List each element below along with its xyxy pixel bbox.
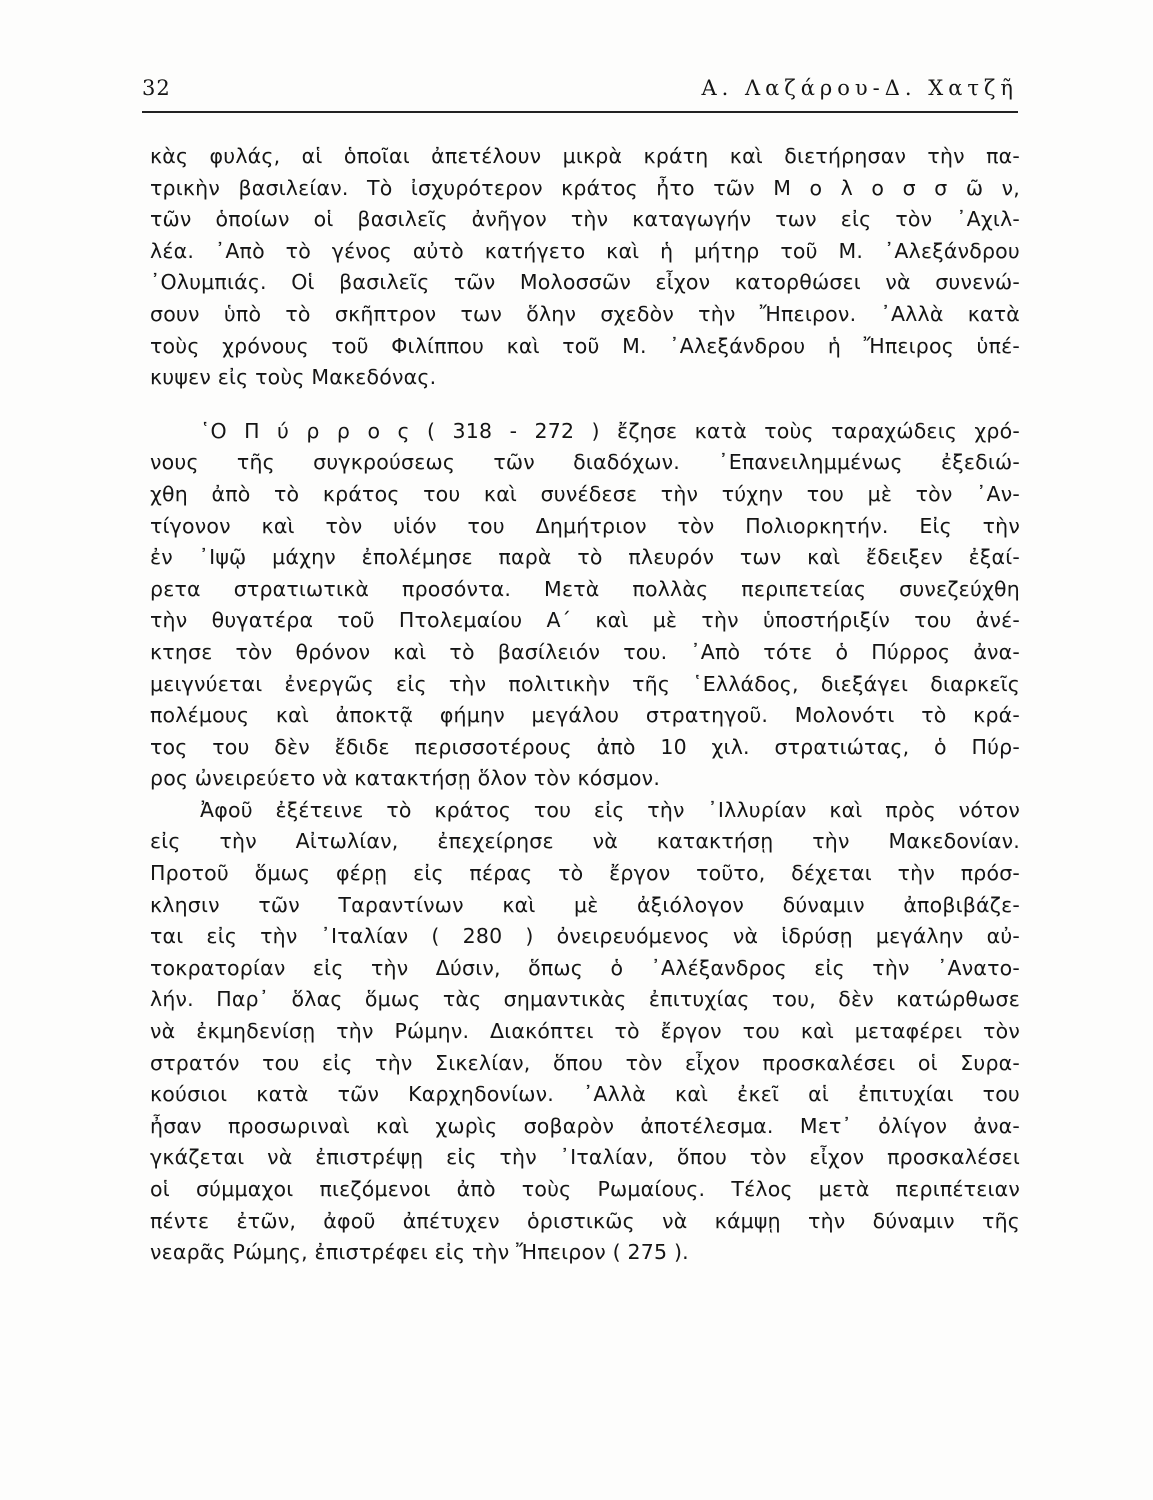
text-line: ται εἰς τὴν ᾿Ιταλίαν ( 280 ) ὀνειρευόμενος νὰ ἱδρύσῃ μεγάλην αὐ- xyxy=(150,924,1020,949)
text-line: χθη ἀπὸ τὸ κράτος του καὶ συνέδεσε τὴν τύχην του μὲ τὸν ᾿Αν- xyxy=(150,481,1020,506)
text-line: ἦσαν προσωριναὶ καὶ χωρὶς σοβαρὸν ἀποτέλεσμα. Μετ᾿ ὀλίγον ἀνα- xyxy=(150,1113,1020,1138)
text-line: νὰ ἐκμηδενίσῃ τὴν Ρώμην. Διακόπτει τὸ ἔργον του καὶ μεταφέρει τὸν xyxy=(150,1019,1020,1044)
text-line: ῾Ο Π ύ ρ ρ ο ς ( 318 - 272 ) ἔζησε κατὰ τοὺς ταραχώδεις χρό- xyxy=(200,418,1020,443)
text-line: νεαρᾶς Ρώμης, ἐπιστρέφει εἰς τὴν Ἤπειρον ( 275 ). xyxy=(150,1240,689,1265)
text-line: πέντε ἐτῶν, ἀφοῦ ἀπέτυχεν ὁριστικῶς νὰ κάμψῃ τὴν δύναμιν τῆς xyxy=(150,1208,1020,1233)
text-line: μειγνύεται ἐνεργῶς εἰς τὴν πολιτικὴν τῆς ῾Ελλάδος, διεξάγει διαρκεῖς xyxy=(150,671,1020,696)
body-text xyxy=(150,141,1020,1269)
text-line: κυψεν εἰς τοὺς Μακεδόνας. xyxy=(150,365,437,390)
text-line: λήν. Παρ᾿ ὅλας ὅμως τὰς σημαντικὰς ἐπιτυχίας του, δὲν κατώρθωσε xyxy=(150,987,1020,1012)
header-divider xyxy=(142,111,1018,113)
paragraph-gap xyxy=(150,394,1020,416)
text-line: λέα. ᾿Απὸ τὸ γένος αὐτὸ κατήγετο καὶ ἡ μήτηρ τοῦ Μ. ᾿Αλεξάνδρου xyxy=(150,238,1020,263)
text-line: κτησε τὸν θρόνον καὶ τὸ βασίλειόν του. ᾿Απὸ τότε ὁ Πύρρος ἀνα- xyxy=(150,639,1020,664)
text-line: τοὺς χρόνους τοῦ Φιλίππου καὶ τοῦ Μ. ᾿Αλεξάνδρου ἡ Ἤπειρος ὑπέ- xyxy=(150,333,1020,358)
text-line: τῶν ὁποίων οἱ βασιλεῖς ἀνῆγον τὴν καταγωγήν των εἰς τὸν ᾿Αχιλ- xyxy=(150,207,1020,232)
text-line: πολέμους καὶ ἀποκτᾷ φήμην μεγάλου στρατηγοῦ. Μολονότι τὸ κρά- xyxy=(150,703,1020,728)
text-line: ρος ὠνειρεύετο νὰ κατακτήσῃ ὅλον τὸν κόσμον. xyxy=(150,766,661,791)
text-line: Ἀφοῦ ἐξέτεινε τὸ κράτος του εἰς τὴν ᾿Ιλλυρίαν καὶ πρὸς νότον xyxy=(200,797,1020,822)
text-line: σουν ὑπὸ τὸ σκῆπτρον των ὅλην σχεδὸν τὴν Ἤπειρον. ᾿Αλλὰ κατὰ xyxy=(150,301,1020,326)
text-line: οἱ σύμμαχοι πιεζόμενοι ἀπὸ τοὺς Ρωμαίους. Τέλος μετὰ περιπέτειαν xyxy=(150,1177,1020,1201)
text-line: κλησιν τῶν Ταραντίνων καὶ μὲ ἀξιόλογον δύναμιν ἀποβιβάζε- xyxy=(150,892,1020,917)
text-line: εἰς τὴν Αἰτωλίαν, ἐπεχείρησε νὰ κατακτήσῃ τὴν Μακεδονίαν. xyxy=(150,829,1020,854)
text-line: νους τῆς συγκρούσεως τῶν διαδόχων. ᾿Επανειλημμένως ἐξεδιώ- xyxy=(150,450,1020,475)
text-line: τίγονον καὶ τὸν υἱόν του Δημήτριον τὸν Πολιορκητήν. Εἰς τὴν xyxy=(150,513,1020,538)
text-line: στρατόν του εἰς τὴν Σικελίαν, ὅπου τὸν εἶχον προσκαλέσει οἱ Συρα- xyxy=(150,1050,1020,1075)
page-number: 32 xyxy=(142,76,171,100)
text-line: ᾿Ολυμπιάς. Οἱ βασιλεῖς τῶν Μολοσσῶν εἶχον κατορθώσει νὰ συνενώ- xyxy=(150,270,1020,295)
text-line: τος του δὲν ἔδιδε περισσοτέρους ἀπὸ 10 χιλ. στρατιώτας, ὁ Πύρ- xyxy=(150,734,1020,759)
text-line: γκάζεται νὰ ἐπιστρέψῃ εἰς τὴν ᾿Ιταλίαν, ὅπου τὸν εἶχον προσκαλέσει xyxy=(150,1145,1020,1170)
text-line: τοκρατορίαν εἰς τὴν Δύσιν, ὅπως ὁ ᾿Αλέξανδρος εἰς τὴν ᾿Ανατο- xyxy=(150,955,1020,980)
paragraph-3 xyxy=(150,795,1020,1269)
page-header xyxy=(142,72,1018,106)
text-line: ἐν ᾿Ιψῷ μάχην ἐπολέμησε παρὰ τὸ πλευρόν των καὶ ἔδειξεν ἐξαί- xyxy=(150,545,1020,570)
paragraph-1 xyxy=(150,141,1020,394)
text-line: τὴν θυγατέρα τοῦ Πτολεμαίου Α΄ καὶ μὲ τὴν ὑποστήριξίν του ἀνέ- xyxy=(150,608,1020,633)
text-line: κὰς φυλάς, αἱ ὁποῖαι ἀπετέλουν μικρὰ κράτη καὶ διετήρησαν τὴν πα- xyxy=(150,144,1020,168)
running-head: Α. Λαζάρου-Δ. Χατζῆ xyxy=(701,76,1018,100)
paragraph-2 xyxy=(150,416,1020,795)
text-line: τρικὴν βασιλείαν. Τὸ ἰσχυρότερον κράτος ἦτο τῶν Μ ο λ ο σ σ ῶ ν, xyxy=(150,175,1020,200)
text-line: Προτοῦ ὅμως φέρῃ εἰς πέρας τὸ ἔργον τοῦτο, δέχεται τὴν πρόσ- xyxy=(150,861,1020,886)
text-line: κούσιοι κατὰ τῶν Καρχηδονίων. ᾿Αλλὰ καὶ ἐκεῖ αἱ ἐπιτυχίαι του xyxy=(150,1082,1020,1107)
text-line: ρετα στρατιωτικὰ προσόντα. Μετὰ πολλὰς περιπετείας συνεζεύχθη xyxy=(150,576,1020,601)
